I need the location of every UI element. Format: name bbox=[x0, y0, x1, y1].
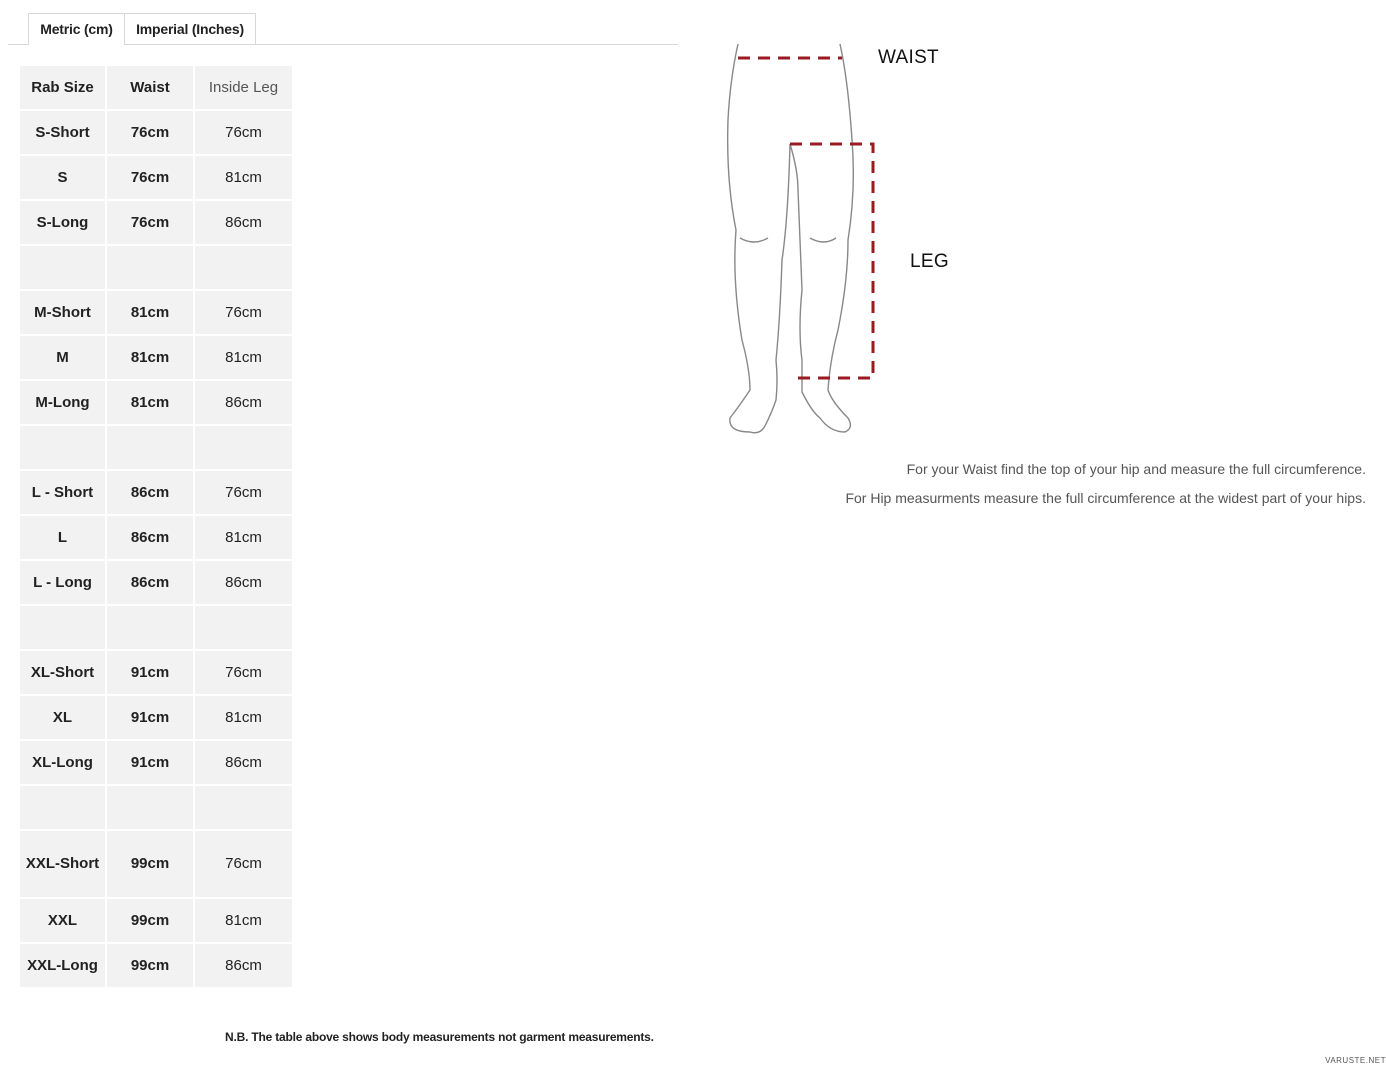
hip-instruction: For Hip measurments measure the full circumference at the widest part of your hips. bbox=[845, 490, 1366, 506]
size-cell: M bbox=[20, 336, 105, 379]
inside-leg-cell: 81cm bbox=[195, 336, 292, 379]
leg-outline bbox=[728, 44, 854, 433]
size-cell: XXL bbox=[20, 899, 105, 942]
waist-cell: 86cm bbox=[107, 516, 193, 559]
inside-leg-cell: 76cm bbox=[195, 831, 292, 897]
inside-leg-cell: 86cm bbox=[195, 201, 292, 244]
inside-leg-cell: 86cm bbox=[195, 944, 292, 987]
header-rab-size: Rab Size bbox=[20, 66, 105, 109]
size-cell: S bbox=[20, 156, 105, 199]
waist-cell: 91cm bbox=[107, 741, 193, 784]
size-cell bbox=[20, 606, 105, 649]
waist-cell: 99cm bbox=[107, 831, 193, 897]
waist-cell: 81cm bbox=[107, 381, 193, 424]
waist-cell: 99cm bbox=[107, 944, 193, 987]
inside-leg-cell: 76cm bbox=[195, 291, 292, 334]
size-cell bbox=[20, 426, 105, 469]
inside-leg-cell: 86cm bbox=[195, 561, 292, 604]
waist-label: WAIST bbox=[878, 47, 939, 68]
size-cell: XL-Long bbox=[20, 741, 105, 784]
table-row bbox=[20, 651, 292, 694]
size-cell bbox=[20, 786, 105, 829]
tab-imperial[interactable]: Imperial (Inches) bbox=[124, 13, 256, 44]
table-spacer-row bbox=[20, 606, 292, 649]
inside-leg-cell: 81cm bbox=[195, 696, 292, 739]
inside-leg-cell: 81cm bbox=[195, 899, 292, 942]
waist-cell: 86cm bbox=[107, 471, 193, 514]
inside-leg-cell bbox=[195, 606, 292, 649]
size-cell: S-Long bbox=[20, 201, 105, 244]
size-cell: M-Short bbox=[20, 291, 105, 334]
inside-leg-cell: 81cm bbox=[195, 156, 292, 199]
size-cell: XL bbox=[20, 696, 105, 739]
waist-cell: 76cm bbox=[107, 156, 193, 199]
waist-cell: 86cm bbox=[107, 561, 193, 604]
watermark-logo: VARUSTE.NET bbox=[1325, 1056, 1386, 1065]
waist-cell: 76cm bbox=[107, 201, 193, 244]
table-row bbox=[20, 944, 292, 987]
size-cell: M-Long bbox=[20, 381, 105, 424]
inside-leg-cell: 86cm bbox=[195, 381, 292, 424]
waist-cell bbox=[107, 426, 193, 469]
waist-cell bbox=[107, 786, 193, 829]
table-row bbox=[20, 201, 292, 244]
size-table-body bbox=[20, 111, 292, 987]
table-row bbox=[20, 111, 292, 154]
table-row bbox=[20, 831, 292, 897]
inside-leg-cell: 76cm bbox=[195, 471, 292, 514]
inside-leg-cell: 81cm bbox=[195, 516, 292, 559]
table-header-row bbox=[20, 66, 292, 109]
table-row bbox=[20, 899, 292, 942]
table-spacer-row bbox=[20, 786, 292, 829]
table-spacer-row bbox=[20, 426, 292, 469]
waist-cell bbox=[107, 606, 193, 649]
size-cell: XXL-Short bbox=[20, 831, 105, 897]
size-cell: L - Short bbox=[20, 471, 105, 514]
size-cell: L - Long bbox=[20, 561, 105, 604]
table-spacer-row bbox=[20, 246, 292, 289]
size-cell: XL-Short bbox=[20, 651, 105, 694]
inside-leg-cell: 76cm bbox=[195, 651, 292, 694]
inside-leg-cell bbox=[195, 786, 292, 829]
size-cell: S-Short bbox=[20, 111, 105, 154]
leg-label: LEG bbox=[910, 251, 949, 272]
waist-cell: 99cm bbox=[107, 899, 193, 942]
table-row bbox=[20, 156, 292, 199]
size-cell: L bbox=[20, 516, 105, 559]
measurement-note: N.B. The table above shows body measurements not garment measurements. bbox=[225, 1030, 654, 1044]
waist-cell: 81cm bbox=[107, 291, 193, 334]
tab-metric[interactable]: Metric (cm) bbox=[28, 13, 125, 45]
waist-instruction: For your Waist find the top of your hip and measure the full circumference. bbox=[906, 461, 1366, 477]
table-row bbox=[20, 381, 292, 424]
leg-measure-line bbox=[790, 144, 873, 378]
header-waist: Waist bbox=[107, 66, 193, 109]
waist-cell bbox=[107, 246, 193, 289]
table-row bbox=[20, 561, 292, 604]
table-row bbox=[20, 336, 292, 379]
size-cell: XXL-Long bbox=[20, 944, 105, 987]
table-row bbox=[20, 291, 292, 334]
waist-cell: 91cm bbox=[107, 651, 193, 694]
table-row bbox=[20, 696, 292, 739]
waist-cell: 91cm bbox=[107, 696, 193, 739]
waist-cell: 81cm bbox=[107, 336, 193, 379]
leg-measurement-diagram bbox=[720, 40, 960, 440]
size-chart-table bbox=[18, 64, 294, 989]
inside-leg-cell bbox=[195, 426, 292, 469]
inside-leg-cell: 86cm bbox=[195, 741, 292, 784]
size-unit-tabs bbox=[8, 13, 678, 45]
waist-cell: 76cm bbox=[107, 111, 193, 154]
inside-leg-cell bbox=[195, 246, 292, 289]
table-row bbox=[20, 471, 292, 514]
inside-leg-cell: 76cm bbox=[195, 111, 292, 154]
size-cell bbox=[20, 246, 105, 289]
header-inside-leg: Inside Leg bbox=[195, 66, 292, 109]
table-row bbox=[20, 516, 292, 559]
table-row bbox=[20, 741, 292, 784]
